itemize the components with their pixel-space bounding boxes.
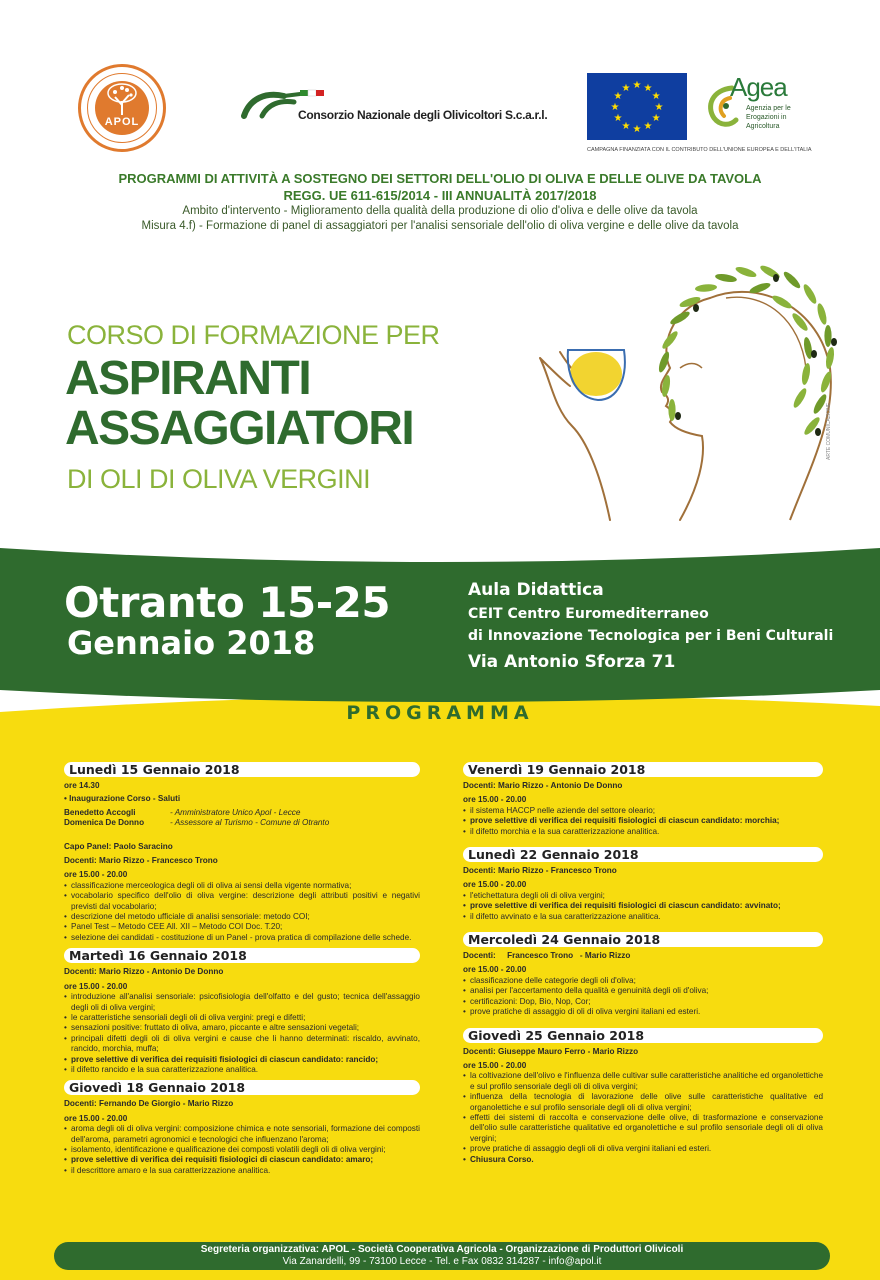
agea-subtitle: Agenzia per le Erogazioni in Agricoltura <box>746 105 791 130</box>
intro-measure-line: Misura 4.f) - Formazione di panel di assaggiatori per l'analisi sensoriale dell'olio di oliva vergine e delle olive da tavola <box>141 220 739 232</box>
session-time: ore 15.00 - 20.00 <box>463 880 527 890</box>
venue-name-cont: di Innovazione Tecnologica per i Beni Culturali <box>468 628 834 644</box>
topic-item: • vocabolario specifico dell'olio di oliva vergine: descrizione degli attributi positivi e negativi previsti dal vocabolario; <box>64 891 420 912</box>
topic-list <box>463 891 823 922</box>
day-heading: Giovedì 25 Gennaio 2018 <box>463 1028 823 1043</box>
olive-fruit <box>675 412 681 420</box>
topic-item: • la coltivazione dell'olivo e l'influenza delle cultivar sulle caratteristiche analitiche ed organolettiche e sul profilo sensoriale degli oli di oliva vergini; <box>463 1071 823 1092</box>
day-heading: Mercoledì 24 Gennaio 2018 <box>463 932 823 947</box>
topic-item: • il difetto rancido e la sua caratterizzazione analitica. <box>64 1065 420 1075</box>
eu-star-icon: ★ <box>643 121 653 133</box>
speaker-name: Benedetto Accogli <box>64 807 136 817</box>
title-corso: CORSO DI FORMAZIONE PER <box>67 320 440 350</box>
session-time: ore 15.00 - 20.00 <box>64 870 128 880</box>
olive-fruit <box>693 304 699 312</box>
agea-logo <box>700 72 810 142</box>
topic-item: • prove pratiche di assaggio degli oli di oliva vergini italiani ed esteri. <box>463 1144 823 1154</box>
topic-item: • analisi per l'accertamento della qualità e genuinità degli oli d'oliva; <box>463 986 823 996</box>
olive-wreath <box>657 263 837 436</box>
day-heading: Martedì 16 Gennaio 2018 <box>64 948 420 963</box>
topic-item: • prove pratiche di assaggio di oli di oliva vergini italiani ed esteri. <box>463 1007 823 1017</box>
illustration-credit: ARTE COMUNICAZIONE <box>826 402 832 460</box>
topic-item: • il difetto avvinato e la sua caratterizzazione analitica. <box>463 912 823 922</box>
topic-item: • selezione dei candidati - costituzione di un Panel - prova pratica di compilazione delle schede. <box>64 933 420 943</box>
eu-star-icon: ★ <box>651 91 661 102</box>
olive-fruit <box>831 338 837 346</box>
topic-item: • le caratteristiche sensoriali degli oli di oliva vergini: pregi e difetti; <box>64 1013 420 1023</box>
olive-leaf <box>782 270 803 291</box>
topic-item: • il descrittore amaro e la sua caratterizzazione analitica. <box>64 1166 420 1176</box>
speaker-name: Domenica De Donno <box>64 818 145 828</box>
intro-programs-line: PROGRAMMI DI ATTIVITÀ A SOSTEGNO DEI SETTORI DELL'OLIO DI OLIVA E DELLE OLIVE DA TAVOLA <box>118 171 762 186</box>
olive-leaf <box>824 325 831 347</box>
venue-name: CEIT Centro Euromediterraneo <box>468 606 709 622</box>
olive-leaf <box>668 399 675 421</box>
day-heading: Lunedì 22 Gennaio 2018 <box>463 847 823 862</box>
capo-panel: Capo Panel: Paolo Saracino <box>64 841 173 851</box>
campaign-note: CAMPAGNA FINANZIATA CON IL CONTRIBUTO DELL'UNIONE EUROPEA E DELL'ITALIA <box>587 147 812 153</box>
day-heading: Lunedì 15 Gennaio 2018 <box>64 762 420 777</box>
olive-leaf <box>791 387 808 410</box>
eu-star-icon: ★ <box>613 113 623 124</box>
event-date-line1: Otranto 15-25 <box>64 578 391 627</box>
session-time: ore 15.00 - 20.00 <box>463 795 527 805</box>
docenti: Docenti: Giuseppe Mauro Ferro - Mario Rizzo <box>463 1046 639 1056</box>
footer-secretariat: Segreteria organizzativa: APOL - Società Cooperativa Agricola - Organizzazione di Produttori Olivicoli <box>200 1244 684 1255</box>
eu-star-icon: ★ <box>621 121 631 133</box>
olive-leaf <box>816 302 829 325</box>
eu-star-icon: ★ <box>643 82 653 94</box>
day-heading: Giovedì 18 Gennaio 2018 <box>64 1080 420 1095</box>
venue-room: Aula Didattica <box>468 580 604 600</box>
topic-item: • Panel Test – Metodo CEE All. XII – Metodo COI Doc. T.20; <box>64 922 420 932</box>
session-time: ore 14.30 <box>64 781 100 790</box>
session-time: ore 15.00 - 20.00 <box>463 1060 527 1070</box>
docenti: Docenti: Mario Rizzo - Francesco Trono <box>463 866 617 876</box>
intro-regulation-line: REGG. UE 611-615/2014 - III ANNUALITÀ 2017/2018 <box>283 188 597 203</box>
docenti: Docenti: Mario Rizzo - Francesco Trono <box>64 856 218 866</box>
olive-fruit <box>811 350 817 358</box>
apol-logo-text: APOL <box>104 116 140 128</box>
title-oli: DI OLI DI OLIVA VERGINI <box>67 464 371 494</box>
topic-item: • l'etichettatura degli oli di oliva vergini; <box>463 891 823 901</box>
topic-item: • introduzione all'analisi sensoriale: psicofisiologia dell'olfatto e del gusto; tecnica dell'assaggio degli oli di oliva vergini; <box>64 992 420 1013</box>
topic-item: • sensazioni positive: fruttato di oliva, amaro, piccante e altre sensazioni vegetali; <box>64 1023 420 1033</box>
topic-list <box>64 1124 420 1176</box>
topic-item: • il difetto morchia e la sua caratterizzazione analitica. <box>463 827 823 837</box>
topic-item: • aroma degli oli di oliva vergini: composizione chimica e note sensoriali, formazione dei composti dell'aroma, parametri agronomici e tecnologici che influenzano l'aroma; <box>64 1124 420 1145</box>
olive-leaf <box>734 265 757 279</box>
topic-item-selection: • prove selettive di verifica dei requisiti fisiologici di ciascun candidato: avvinato; <box>463 901 823 911</box>
agea-title: Agea <box>730 72 787 102</box>
olive-leaf <box>695 283 718 292</box>
topic-list <box>64 992 420 1075</box>
topic-item-closing: • Chiusura Corso. <box>463 1155 823 1165</box>
event-date-line2: Gennaio 2018 <box>67 624 316 662</box>
eu-stars-icon <box>587 73 687 140</box>
topic-list <box>463 976 823 1018</box>
footer-contacts: Via Zanardelli, 99 - 73100 Lecce - Tel. e Fax 0832 314287 - info@apol.it <box>282 1256 602 1267</box>
hair-outline <box>710 292 831 520</box>
topic-list <box>463 806 823 837</box>
apol-logo <box>78 64 166 152</box>
day-heading: Venerdì 19 Gennaio 2018 <box>463 762 823 777</box>
intro-scope-line: Ambito d'intervento - Miglioramento della qualità della produzione di olio d'oliva e delle olive da tavola <box>182 205 698 217</box>
olive-leaf <box>715 273 738 284</box>
docenti: Docenti: Fernando De Giorgio - Mario Rizzo <box>64 1099 234 1109</box>
topic-list <box>463 1071 823 1165</box>
face-outline <box>661 298 710 520</box>
olive-leaf <box>801 283 818 306</box>
cno-name: Consorzio Nazionale degli Olivicoltori S.c.a.r.l. <box>298 108 548 122</box>
olive-leaf <box>771 293 794 310</box>
speaker-row <box>64 808 420 818</box>
cno-logo <box>240 86 548 126</box>
session-time: ore 15.00 - 20.00 <box>463 965 527 975</box>
topic-item: • classificazione delle categorie degli oli d'oliva; <box>463 976 823 986</box>
topic-item-selection: • prove selettive di verifica dei requisiti fisiologici di ciascun candidato: rancido; <box>64 1055 420 1065</box>
topic-item: • certificazioni: Dop, Bio, Nop, Cor; <box>463 997 823 1007</box>
inauguration-item: • Inaugurazione Corso - Saluti <box>64 794 181 804</box>
topic-item: • effetti dei sistemi di raccolta e conservazione delle olive, di trasformazione e conservazione dell'olio sulle caratteristiche qualitative ed organolettiche e sul profilo sensoriale degli oli di oliva vergini; <box>463 1113 823 1144</box>
session-time: ore 15.00 - 20.00 <box>64 981 128 991</box>
olive-tree-icon <box>103 83 141 115</box>
eu-star-icon: ★ <box>651 113 661 124</box>
topic-item-selection: • prove selettive di verifica dei requisiti fisiologici di ciascun candidato: amaro; <box>64 1155 420 1165</box>
program-left-column <box>64 762 420 1176</box>
olive-leaf <box>669 309 692 326</box>
title-aspiranti: ASPIRANTI <box>65 352 311 405</box>
title-assaggiatori: ASSAGGIATORI <box>65 402 414 455</box>
topic-item: • influenza della tecnologia di lavorazione delle olive sulle caratteristiche qualitative ed organolettiche e sul profilo sensoriale degli oli di oliva vergini; <box>463 1092 823 1113</box>
topic-item: • descrizione del metodo ufficiale di analisi sensoriale: metodo COI; <box>64 912 420 922</box>
topic-list <box>64 881 420 943</box>
topic-item: • principali difetti degli oli di oliva vergini e cause che li hanno determinati: riscaldo, avvinato, rancido, morchia, muffa; <box>64 1034 420 1055</box>
taster-illustration <box>530 258 850 528</box>
olive-fruit <box>815 428 821 436</box>
eu-star-icon: ★ <box>654 102 664 113</box>
session-time: ore 15.00 - 20.00 <box>64 1113 128 1123</box>
programma-heading: PROGRAMMA <box>346 702 534 724</box>
olive-fruit <box>773 274 779 282</box>
eu-star-icon: ★ <box>610 102 620 113</box>
speaker-role: - Assessore al Turismo - Comune di Otranto <box>170 818 330 828</box>
topic-item: • isolamento, identificazione e qualificazione dei composti volatili degli oli di oliva vergini; <box>64 1145 420 1155</box>
topic-item-selection: • prove selettive di verifica dei requisiti fisiologici di ciascun candidato: morchia; <box>463 816 823 826</box>
speaker-role: - Amministratore Unico Apol - Lecce <box>170 807 301 817</box>
speaker-row <box>64 818 420 828</box>
olive-leaf <box>661 375 672 398</box>
eu-star-icon: ★ <box>621 82 631 94</box>
eu-star-icon: ★ <box>632 124 642 135</box>
topic-item: • classificazione merceologica degli oli di oliva ai sensi della vigente normativa; <box>64 881 420 891</box>
olive-leaf <box>801 363 812 386</box>
venue-address: Via Antonio Sforza 71 <box>468 652 676 672</box>
topic-item: • il sistema HACCP nelle aziende del settore oleario; <box>463 806 823 816</box>
eu-star-icon: ★ <box>613 91 623 102</box>
program-right-column <box>463 762 823 1165</box>
footer-bar <box>54 1242 830 1270</box>
eu-star-icon: ★ <box>632 80 642 91</box>
docenti: Docenti: Mario Rizzo - Antonio De Donno <box>463 781 623 790</box>
docenti: Docenti: Francesco Trono - Mario Rizzo <box>463 951 631 961</box>
eu-flag <box>587 73 687 140</box>
docenti: Docenti: Mario Rizzo - Antonio De Donno <box>64 967 224 977</box>
